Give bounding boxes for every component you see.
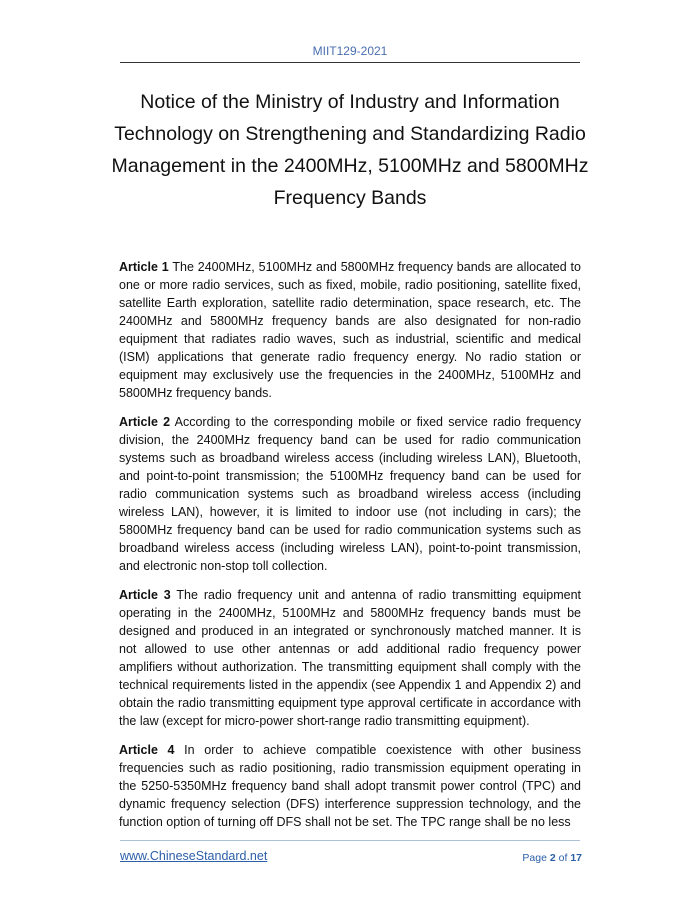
page-total: 17 [570, 852, 582, 864]
article-text: In order to achieve compatible coexistence with other business frequencies such as radio positioning, radio transmission equipment operating in the 5250-5350MHz frequency band shall adopt transmit power control (TPC) and dynamic frequency selection (DFS) interference suppression technology, and the function option of turning off DFS shall not be set. The TPC range shall be no less [119, 743, 581, 829]
title-line: Management in the 2400MHz, 5100MHz and 5800MHz [111, 155, 589, 177]
article-label: Article 4 [119, 743, 175, 757]
page-indicator [522, 852, 582, 864]
header-rule [120, 62, 580, 63]
page-word: Page [522, 852, 547, 864]
article-2 [119, 413, 581, 575]
title-line: Frequency Bands [273, 187, 427, 209]
article-3 [119, 586, 581, 730]
article-label: Article 3 [119, 588, 171, 602]
article-4 [119, 741, 581, 831]
article-text: According to the corresponding mobile or fixed service radio frequency division, the 2400MHz frequency band can be used for radio communication systems such as broadband wireless access (including wireless LAN), Bluetooth, and point-to-point transmission; the 5100MHz frequency band can be used for radio communication systems such as broadband wireless access (including wireless LAN), however, it is limited to indoor use (not including in cars); the 5800MHz frequency band can be used for radio communication systems such as broadband wireless access (including wireless LAN), point-to-point transmission, and electronic non-stop toll collection. [119, 415, 581, 573]
footer-rule [120, 840, 580, 841]
website-link[interactable]: www.ChineseStandard.net [120, 849, 268, 863]
article-label: Article 1 [119, 260, 169, 274]
article-label: Article 2 [119, 415, 171, 429]
page-title [108, 86, 592, 214]
page-number: 2 [549, 852, 556, 864]
article-1 [119, 258, 581, 402]
document-body [119, 258, 581, 842]
title-line: Notice of the Ministry of Industry and Information [140, 91, 560, 113]
of-word: of [558, 852, 568, 864]
article-text: The radio frequency unit and antenna of radio transmitting equipment operating in the 2400MHz, 5100MHz and 5800MHz frequency bands must be designed and produced in an integrated or synchronously matched manner. It is not allowed to use other antennas or add additional radio frequency power amplifiers without authorization. The transmitting equipment shall comply with the technical requirements listed in the appendix (see Appendix 1 and Appendix 2) and obtain the radio transmitting equipment type approval certificate in accordance with the law (except for micro-power short-range radio transmitting equipment). [119, 588, 581, 728]
article-text: The 2400MHz, 5100MHz and 5800MHz frequency bands are allocated to one or more radio services, such as fixed, mobile, radio positioning, satellite fixed, satellite Earth exploration, satellite radio determination, space research, etc. The 2400MHz and 5800MHz frequency bands are also designated for non-radio equipment that radiates radio waves, such as industrial, scientific and medical (ISM) applications that generate radio frequency energy. No radio station or equipment may exclusively use the frequencies in the 2400MHz, 5100MHz and 5800MHz frequency bands. [119, 260, 581, 400]
document-code: MIIT129-2021 [312, 44, 388, 58]
title-line: Technology on Strengthening and Standardizing Radio [114, 123, 586, 145]
